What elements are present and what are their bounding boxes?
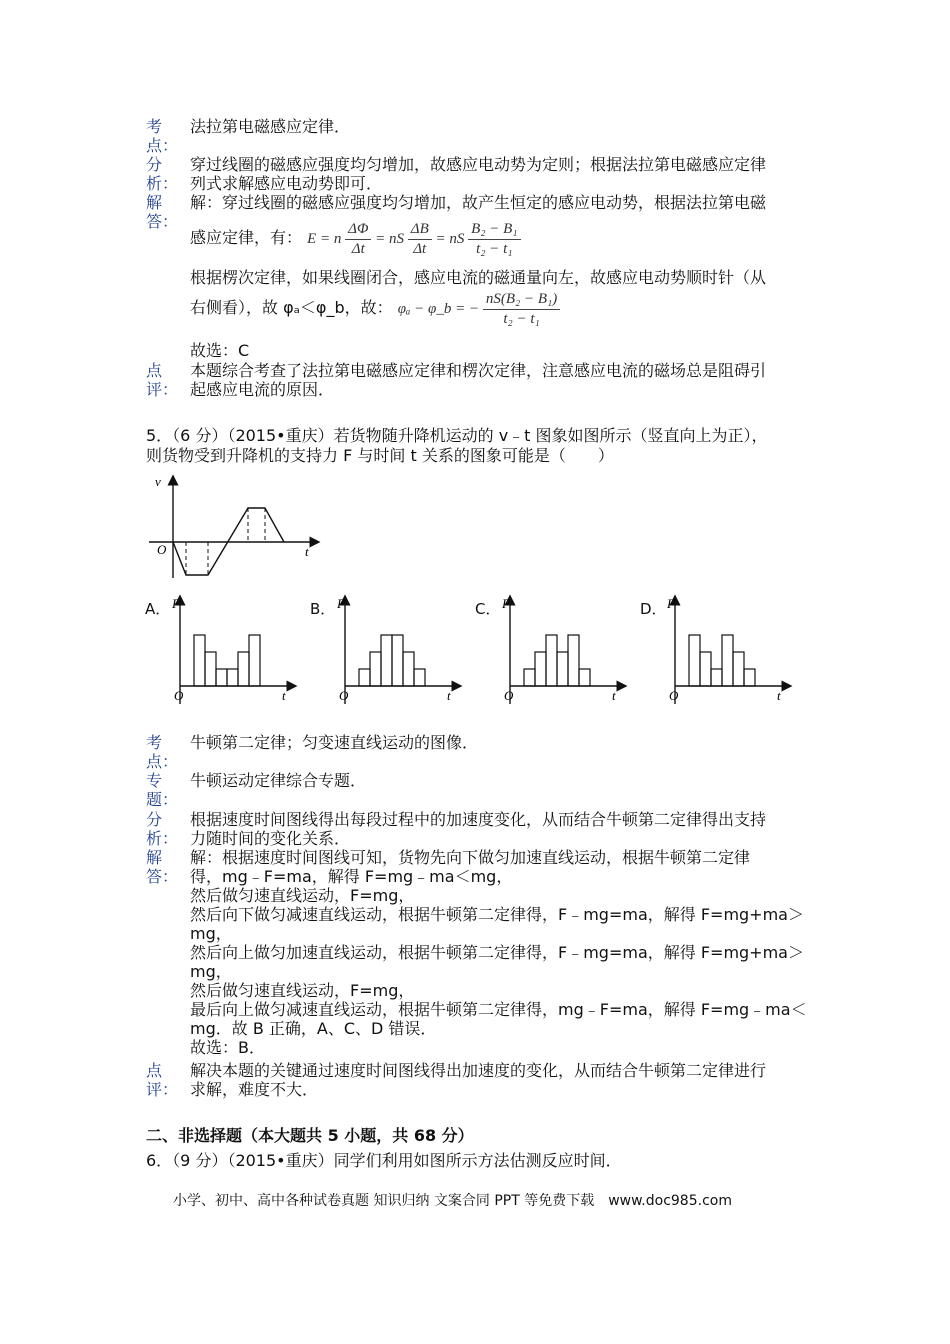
t-axis-label: t — [282, 688, 286, 703]
f-bar — [711, 669, 722, 686]
jieda-line-4: 右侧看），故 φₐ＜φ_b，故： φₐ − φ_b = − $\frac{\text{nS(B₂ − B₁)}}{\text{t₂ − t₁}}$ — [190, 286, 800, 330]
label-pingjia: 点 评： — [146, 361, 179, 399]
label-kaodian: 考 点： — [146, 117, 179, 155]
option-c-letter: C． — [475, 600, 501, 618]
f-bar — [381, 635, 392, 686]
q6-stem: 6．（9 分）（2015•重庆）同学们利用如图所示方法估测反应时间． — [146, 1151, 622, 1170]
f-bar — [205, 652, 216, 686]
f-bar — [392, 635, 403, 686]
f-bar — [216, 669, 227, 686]
f-bar — [722, 635, 733, 686]
f-bar — [403, 652, 414, 686]
option-c-graph — [500, 594, 630, 706]
f-axis-label: F — [172, 596, 180, 611]
q5-label-kaodian: 考 点： — [146, 733, 179, 771]
f-bar — [535, 652, 546, 686]
q5-fenxi: 根据速度时间图线得出每段过程中的加速度变化，从而结合牛顿第二定律得出支持 力随时间的变化关系． — [190, 810, 767, 848]
f-bar — [579, 669, 590, 686]
kaodian-text: 法拉第电磁感应定律． — [190, 117, 351, 136]
v-axis-label: v — [155, 474, 161, 489]
t-axis-label: t — [612, 688, 616, 703]
q5-jieda: 解：根据速度时间图线可知，货物先向下做匀加速直线运动，根据牛顿第二定律 得，mg﹣F=ma，解得 F=mg﹣ma＜mg， 然后做匀速直线运动，F=mg， 然后向下做匀减速直线运动，根据牛顿第二定律得，F﹣mg=ma，解得 F=mg+ma＞ mg， 然后向上做匀加速直线运动，根据牛顿第二定律得，F﹣mg=ma，解得 F=mg+ma＞ mg， 然后做匀速直线运动，F=mg， 最后向上做匀减速直线运动，根据牛顿第二定律得，mg﹣F=ma，解得 F=mg﹣ma＜ mg．故 B 正确，A、C、D 错误． 故选：B． — [190, 848, 807, 1057]
f-bar — [744, 669, 755, 686]
label-jieda: 解 答： — [146, 193, 179, 231]
option-a-letter: A． — [145, 600, 171, 618]
f-bar — [524, 669, 535, 686]
label-fenxi: 分 析： — [146, 155, 179, 193]
f-bar — [414, 669, 425, 686]
option-a-graph — [170, 594, 300, 706]
fenxi-text: 穿过线圈的磁感应强度均匀增加，故感应电动势为定则；根据法拉第电磁感应定律 列式求解感应电动势即可． — [190, 155, 767, 193]
f-bar — [370, 652, 381, 686]
q5-zhuanti: 牛顿运动定律综合专题． — [190, 771, 367, 790]
f-axis-label: F — [667, 596, 675, 611]
option-b-letter: B． — [310, 600, 336, 618]
q5-pingjia: 解决本题的关键通过速度时间图线得出加速度的变化，从而结合牛顿第二定律进行 求解，难度不大． — [190, 1061, 767, 1099]
f-bar — [689, 635, 700, 686]
jieda-line-3: 根据楞次定律，如果线圈闭合，感应电流的磁通量向左，故感应电动势顺时针（从 — [190, 268, 767, 287]
q5-label-pingjia: 点 评： — [146, 1061, 179, 1099]
f-bar — [227, 669, 238, 686]
origin-label: O — [157, 542, 167, 557]
f-bar — [700, 652, 711, 686]
answer-line: 故选：C — [190, 341, 250, 360]
t-axis-label: t — [305, 544, 309, 559]
vt-graph — [145, 474, 325, 584]
origin-label: O — [339, 688, 349, 703]
option-d-letter: D． — [640, 600, 667, 618]
t-axis-label: t — [447, 688, 451, 703]
origin-label: O — [669, 688, 679, 703]
section-heading: 二、非选择题（本大题共 5 小题，共 68 分） — [146, 1126, 474, 1145]
f-bar — [249, 635, 260, 686]
f-bar — [557, 652, 568, 686]
option-b-graph — [335, 594, 465, 706]
q5-kaodian: 牛顿第二定律；匀变速直线运动的图像． — [190, 733, 479, 752]
jieda-line-1: 解：穿过线圈的磁感应强度均匀增加，故产生恒定的感应电动势，根据法拉第电磁 — [190, 193, 767, 212]
q5-stem: 5．（6 分）（2015•重庆）若货物随升降机运动的 v﹣t 图象如图所示（竖直向上为正）， 则货物受到升降机的支持力 F 与时间 t 关系的图象可能是（ ） — [146, 426, 768, 465]
q5-label-zhuanti: 专 题： — [146, 771, 179, 809]
footer-text: 小学、初中、高中各种试卷真题 知识归纳 文案合同 PPT 等免费下载 www.doc985.com — [173, 1193, 732, 1209]
q5-label-jieda: 解 答： — [146, 848, 179, 886]
jieda-line-2: 感应定律，有： E = n $\frac{\Delta\Phi}{\Delta t}$ = nS $\frac{\Delta B}{\Delta t}$ = nS $\frac{\text{B₂ − B₁}}{\text{t₂ − t₁}}$ — [190, 216, 800, 260]
f-bar — [238, 652, 249, 686]
f-axis-label: F — [337, 596, 345, 611]
origin-label: O — [174, 688, 184, 703]
f-bar — [194, 635, 205, 686]
option-d-graph — [665, 594, 795, 706]
t-axis-label: t — [777, 688, 781, 703]
pingjia-text: 本题综合考查了法拉第电磁感应定律和楞次定律，注意感应电流的磁场总是阻碍引 起感应电流的原因． — [190, 361, 767, 399]
origin-label: O — [504, 688, 514, 703]
f-bar — [568, 635, 579, 686]
f-bar — [359, 669, 370, 686]
f-bar — [733, 652, 744, 686]
q5-label-fenxi: 分 析： — [146, 810, 179, 848]
f-bar — [546, 635, 557, 686]
f-axis-label: F — [502, 596, 510, 611]
